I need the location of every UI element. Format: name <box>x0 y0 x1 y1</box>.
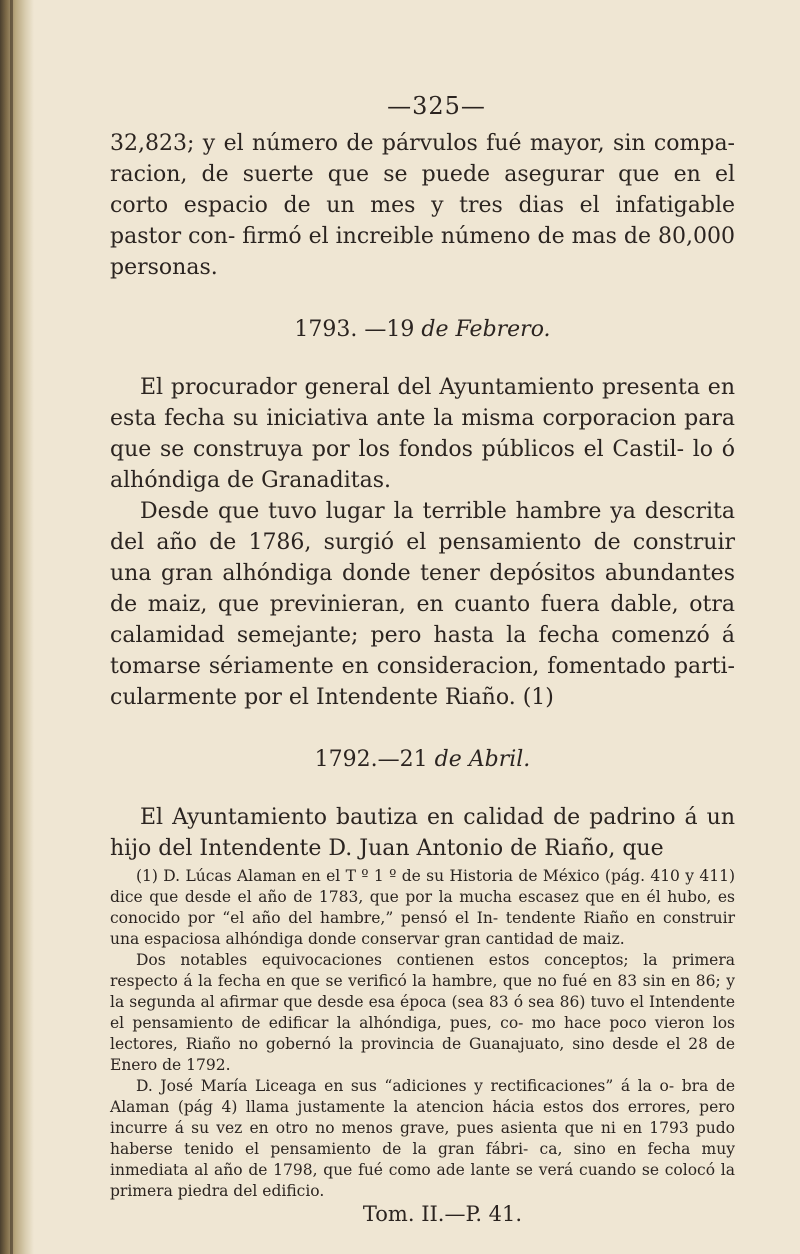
date-year: 1793. —19 <box>294 317 415 342</box>
paragraph-hambre: Desde que tuvo lugar la terrible hambre ya descrita del año de 1786, surgió el pensamiento de construir una gran alhóndiga donde tener depósitos abundantes de maiz, que previnieran, en cuanto fuera dable, otra calamidad semejante; pero hasta la fecha comenzó á tomarse sériamente en consideracion, fomentado parti- cularmente por el Intendente Riaño. (1) <box>110 499 735 710</box>
date-heading-1793 <box>110 317 735 342</box>
book-binding-edge <box>0 0 34 1254</box>
page-content <box>110 92 735 1226</box>
page-number: —325— <box>387 92 486 120</box>
paragraph-confirmations: 32,823; y el número de párvulos fué mayor, sin compa- racion, de suerte que se puede asegurar que en el corto espacio de un mes y tres dias el infatigable pastor con- firmó el increible númeno de mas de 80,000 personas. <box>110 131 735 280</box>
date-year: 1792.—21 <box>314 747 428 772</box>
date-heading-1792 <box>110 747 735 772</box>
footnote-1: (1) D. Lúcas Alaman en el T º 1 º de su Historia de México (pág. 410 y 411) dice que desde el año de 1783, que por la mucha escasez que en él hubo, es conocido por “el año del hambre,” pensó el In- tendente Riaño en construir una espaciosa alhóndiga donde conservar gran cantidad de maiz. <box>110 867 735 948</box>
date-month: de Abril. <box>434 747 531 772</box>
footnotes <box>110 866 735 1202</box>
date-month: de Febrero. <box>421 317 551 342</box>
footnote-3: D. José María Liceaga en sus “adiciones y rectificaciones” á la o- bra de Alaman (pág 4) llama justamente la atencion hácia estos dos errores, pero incurre á su vez en otro no menos grave, pues asienta que ni en 1793 pudo haberse tenido el pensamiento de la gran fábri- ca, sino en fecha muy inmediata al año de 1798, que fué como ade lante se verá cuando se colocó la primera piedra del edificio. <box>110 1077 735 1200</box>
paragraph-bautiza: El Ayuntamiento bautiza en calidad de padrino á un hijo del Intendente D. Juan Antonio de Riaño, que <box>110 805 735 861</box>
footnote-2: Dos notables equivocaciones contienen estos conceptos; la primera respecto á la fecha en que se verificó la hambre, que no fué en 83 sin en 86; y la segunda al afirmar que desde esa época (sea 83 ó sea 86) tuvo el Intendente el pensamiento de edificar la alhóndiga, pues, co- mo hace poco vieron los lectores, Riaño no gobernó la provincia de Guanajuato, sino desde el 28 de Enero de 1792. <box>110 951 735 1074</box>
signature-mark: Tom. II.—P. 41. <box>362 1202 523 1226</box>
paragraph-procurador: El procurador general del Ayuntamiento presenta en esta fecha su iniciativa ante la misma corporacion para que se construya por los fondos públicos el Castil- lo ó alhóndiga de Granaditas. <box>110 375 735 493</box>
